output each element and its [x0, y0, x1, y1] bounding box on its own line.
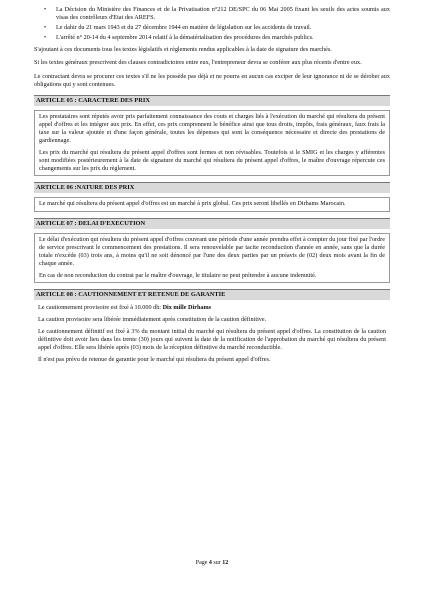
total-page-number: 12 — [222, 560, 229, 566]
article-paragraph: Les prix du marché qui résultera du présent appel d'offres sont fermes et non révisables. Toutefois si le SMIG et les charges y afférentes sont modifiées postérieurement à la date de signature du marché qui résultera du présent appel d'offres, le maître d'ouvrage répercute ces changements sur les prix du règlement. — [39, 149, 385, 173]
page-footer: Page 4 sur 12 — [195, 560, 229, 566]
intro-paragraph: Le contractant devra se procurer ces textes s'il ne les possède pas déjà et ne pourra en aucun cas exciper de leur ignorance ni de se dérober aux obligations qui y sont contenues. — [34, 72, 390, 88]
intro-paragraph: S'ajoutant à ces documents tous les textes législatifs et règlements rendus applicables à la date de signature des marchés. — [34, 46, 332, 54]
article-05-body — [34, 110, 390, 177]
article-08-heading: ARTICLE 08 : CAUTIONNEMENT ET RETENUE DE GARANTIE — [34, 289, 390, 300]
article-06-body — [34, 197, 390, 211]
article-07-body — [34, 233, 390, 283]
article-paragraph: La caution provisoire sera libérée immédiatement après constitution de la caution définitive. — [38, 316, 267, 324]
article-paragraph: Il n'est pas prévu de retenue de garantie pour le marché qui résultera du présent appel d'offres. — [38, 356, 271, 364]
article-paragraph: Le marché qui résultera du présent appel d'offres est un marché à prix global. Ces prix seront libellés en Dirhams Marocain. — [39, 200, 346, 208]
article-paragraph: En cas de non reconduction du contrat par le maître d'ouvrage, le titulaire ne peut prétendre à aucune indemnité. — [39, 271, 317, 279]
caution-amount: Dix mille Dirhams — [162, 303, 212, 311]
regulation-list — [34, 6, 390, 42]
article-08-body — [34, 304, 390, 365]
bullet-icon: • — [44, 35, 47, 42]
article-paragraph: Le délai d'exécution qui résultera du présent appel d'offres couvrant une période d'une année prendra effet à compter du jour fixé par l'ordre de service prescrivant le commencement des prestations. Il sera renouvelable par tacite reconduction d'année en année, sans que la durée totale n'excède (03) trois ans, à moins qu'il ne soit dénoncé par l'une des deux parties par un préavis de (02) deux mois avant la fin de chaque année. — [39, 235, 385, 267]
list-item: • L'arrêté n° 20-14 du 4 septembre 2014 relatif à la dématérialisation des procédures des marchés publics. — [44, 34, 314, 42]
article-07-heading: ARTICLE 07 : DELAI D'EXECUTION — [34, 218, 390, 229]
article-05-heading: ARTICLE 05 : CARACTERE DES PRIX — [34, 95, 390, 106]
bullet-icon: • — [44, 7, 47, 13]
article-paragraph: Les prestataires sont réputés avoir pris parfaitement connaissance des couts et charges liés à l'exécution du marché qui résultera du présent appel d'offres et les intégrer aux prix. En effet, ces prix comprennent le bénéfice ainsi que tous droits, impôts, frais généraux, faux frais la taxe sur la valeur ajoutée et d'une façon générale, toutes les dépenses qui sont la conséquence nécessaire et directe des prestations de gardiennage. — [39, 112, 385, 145]
list-item: • La Décision du Ministère des Finances et de la Privatisation n°212 DE/SPC du 06 Mai 2005 fixant les seuils des actes soumis aux visas des contrôleurs d'Etat des AREFS. — [44, 6, 390, 22]
intro-paragraph: Si les textes généraux prescrivent des clauses contradictoires entre eux, l'entrepreneur devra se conférer aux plus récents d'entre eux. — [34, 59, 362, 67]
list-item: • Le dahir du 21 mars 1943 et du 27 décembre 1944 en matière de législation sur les accidents de travail. — [44, 24, 312, 32]
article-paragraph: Le cautionnement provisoire est fixé à 10.000 dh: Dix mille Dirhams — [38, 303, 212, 311]
bullet-icon: • — [44, 25, 47, 32]
article-paragraph: Le cautionnement définitif est fixé à 3% du montant initial du marché qui résultera du présent appel d'offres. La constitution de la caution définitive doit avoir lieu dans les trente (30) jours qui suivent la date de la notification de l'approbation du marché qui résultera du présent appel d'offres. Elle sera libérée après (03) mois de la réception définitive du marché reconductible. — [38, 328, 386, 352]
article-06-heading: ARTICLE 06 :NATURE DES PRIX — [34, 182, 390, 193]
current-page-number: 4 — [208, 560, 212, 566]
